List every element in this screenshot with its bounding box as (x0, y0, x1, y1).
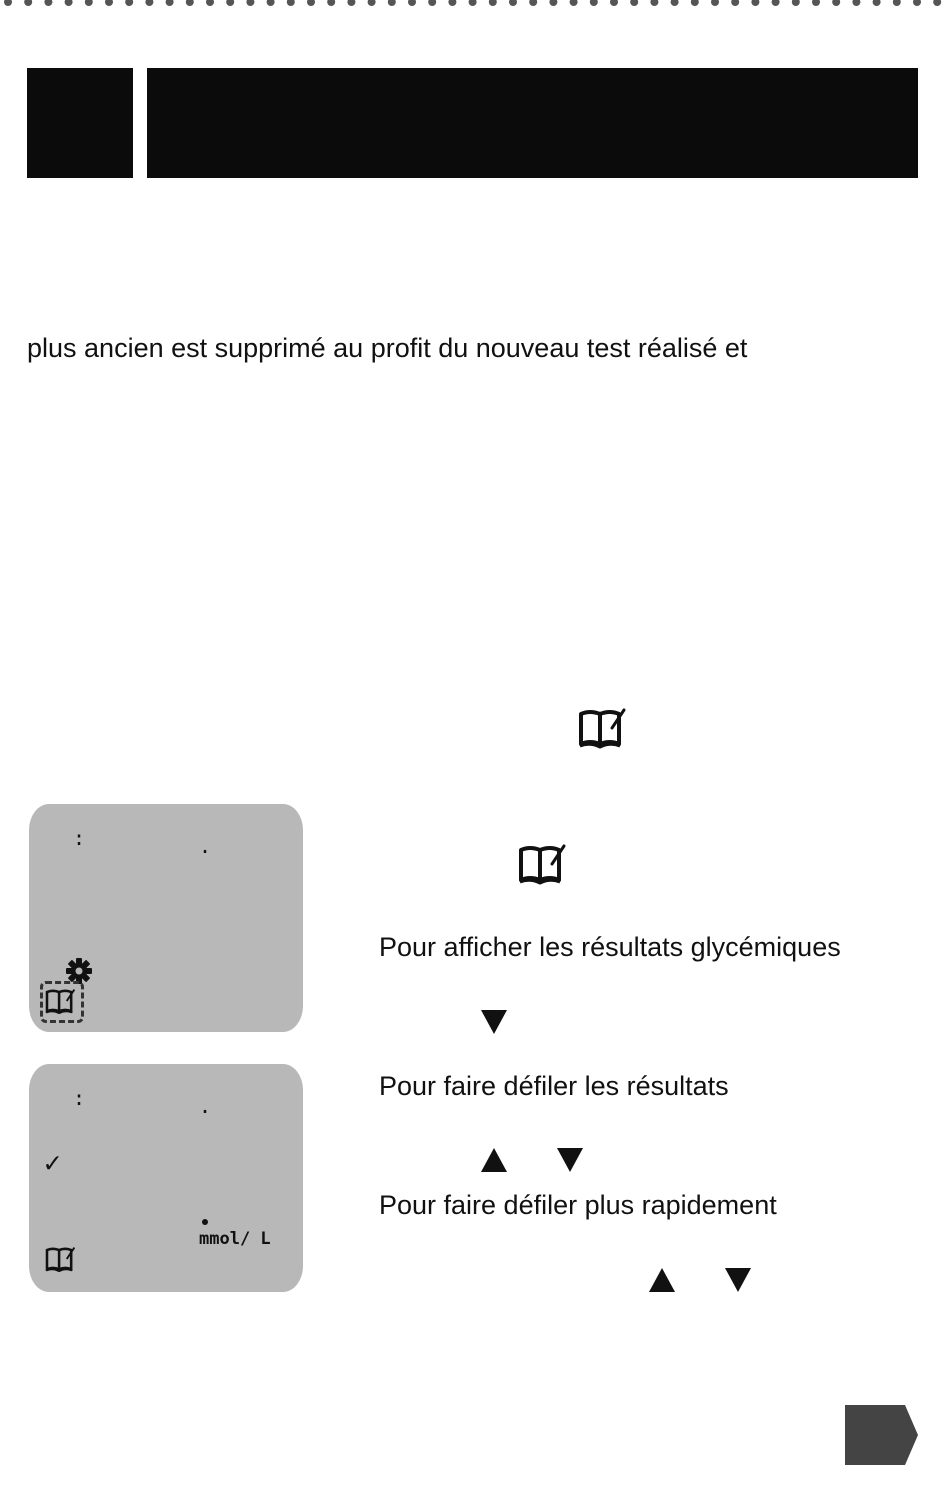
border-dot (751, 0, 759, 6)
border-dot (125, 0, 133, 6)
border-dot (691, 0, 699, 6)
border-dot (590, 0, 598, 6)
instruction-show-results: Pour afficher les résultats glycémiques (379, 932, 841, 962)
border-dot (933, 0, 941, 6)
border-dot (650, 0, 658, 6)
border-dot (509, 0, 517, 6)
border-dot (44, 0, 52, 6)
border-dot (570, 0, 578, 6)
arrow-up-icon (649, 1268, 675, 1292)
top-dotted-border (0, 0, 950, 7)
border-dot (226, 0, 234, 6)
border-dot (489, 0, 497, 6)
border-dot (893, 0, 901, 6)
border-dot (832, 0, 840, 6)
instruction-scroll-results: Pour faire défiler les résultats (379, 1071, 729, 1101)
meter-display-result (29, 1064, 303, 1292)
border-dot (731, 0, 739, 6)
border-dot (206, 0, 214, 6)
logbook-icon (578, 706, 628, 750)
check-icon: ✓ (44, 1146, 61, 1179)
lcd-colon: : (73, 826, 86, 850)
border-dot (812, 0, 820, 6)
logbook-icon (45, 1245, 77, 1273)
meter-display-memory (29, 804, 303, 1032)
lcd-period: . (199, 834, 212, 858)
border-dot (327, 0, 335, 6)
logbook-icon (45, 987, 77, 1015)
page-title-bar (147, 68, 918, 178)
border-dot (610, 0, 618, 6)
lcd-period: . (199, 1094, 212, 1118)
border-dot (428, 0, 436, 6)
border-dot (246, 0, 254, 6)
arrow-down-icon (481, 1010, 507, 1034)
border-dot (852, 0, 860, 6)
arrow-down-icon (557, 1148, 583, 1172)
arrow-down-icon (725, 1268, 751, 1292)
unit-label: mmol/ L (199, 1229, 271, 1249)
instruction-scroll-faster: Pour faire défiler plus rapidement (379, 1190, 777, 1220)
border-dot (347, 0, 355, 6)
border-dot (792, 0, 800, 6)
border-dot (711, 0, 719, 6)
body-paragraph-line: plus ancien est supprimé au profit du nouveau test réalisé et (27, 333, 748, 363)
border-dot (469, 0, 477, 6)
border-dot (4, 0, 12, 6)
border-dot (307, 0, 315, 6)
logbook-icon-step (518, 842, 568, 886)
border-dot (24, 0, 32, 6)
border-dot (913, 0, 921, 6)
arrow-up-icon (481, 1148, 507, 1172)
lcd-decimal-dot (202, 1219, 208, 1225)
border-dot (388, 0, 396, 6)
next-page-icon[interactable] (845, 1405, 918, 1465)
border-dot (145, 0, 153, 6)
border-dot (630, 0, 638, 6)
border-dot (549, 0, 557, 6)
border-dot (85, 0, 93, 6)
border-dot (105, 0, 113, 6)
border-dot (267, 0, 275, 6)
lcd-colon: : (73, 1086, 86, 1110)
border-dot (772, 0, 780, 6)
border-dot (448, 0, 456, 6)
chapter-tab-block (27, 68, 133, 178)
border-dot (873, 0, 881, 6)
border-dot (287, 0, 295, 6)
border-dot (368, 0, 376, 6)
border-dot (166, 0, 174, 6)
border-dot (408, 0, 416, 6)
border-dot (671, 0, 679, 6)
border-dot (186, 0, 194, 6)
border-dot (65, 0, 73, 6)
border-dot (529, 0, 537, 6)
